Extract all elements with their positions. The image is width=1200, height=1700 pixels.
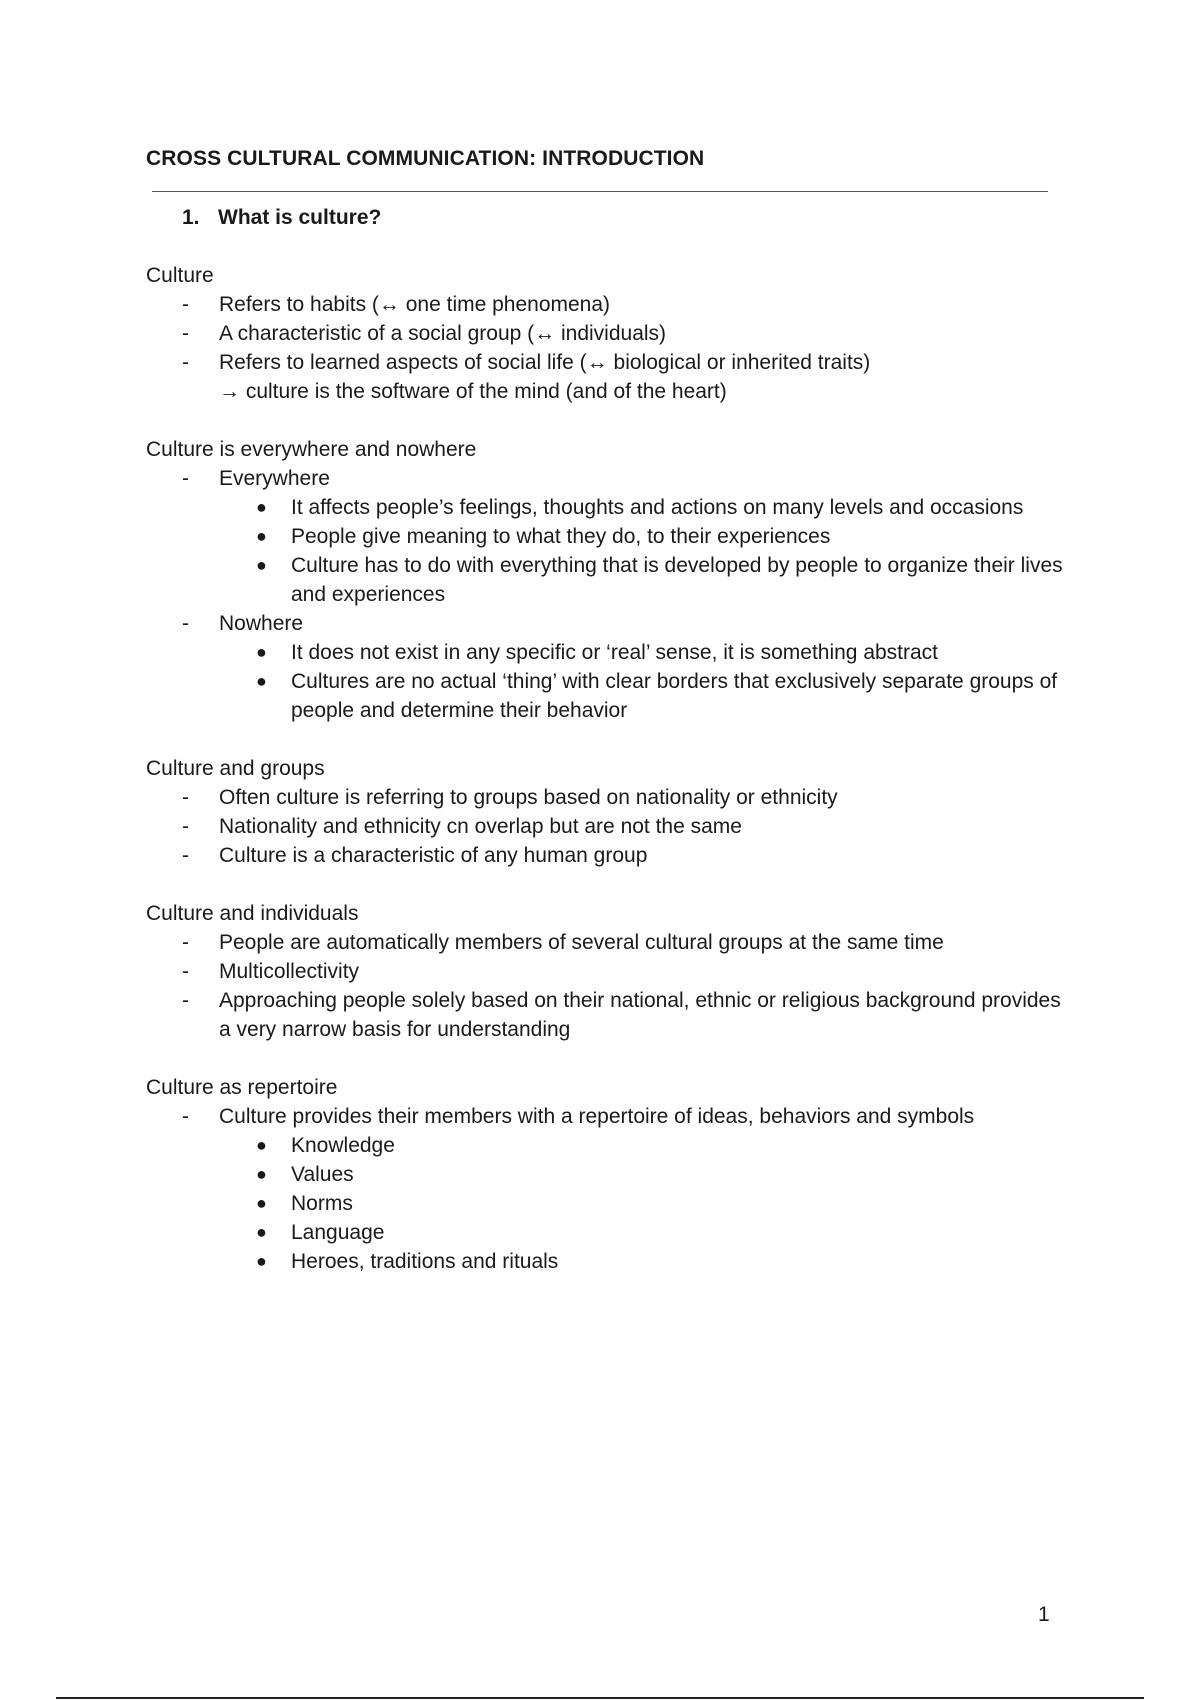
section-heading: Culture and groups [146,757,325,780]
list-item-text: Culture provides their members with a repertoire of ideas, behaviors and symbols [219,1105,975,1128]
dash-marker: - [182,989,189,1012]
bullet-marker: ● [256,671,267,691]
section-heading: Culture as repertoire [146,1076,338,1099]
bullet-marker: ● [256,497,267,517]
dash-marker: - [182,293,189,316]
section [146,754,1066,870]
bullet-list-item [146,1218,1066,1247]
list-item-text: Knowledge [291,1134,395,1157]
bullet-list-item [146,522,1066,551]
title-divider [152,191,1048,192]
dash-marker: - [182,351,189,374]
list-item-text: Refers to habits (↔ one time phenomena) [219,293,611,316]
section-heading: Culture [146,264,214,287]
list-item-text: Often culture is referring to groups based on nationality or ethnicity [219,786,838,809]
dash-list-item [146,928,1066,957]
bullet-list-item [146,1160,1066,1189]
bullet-list-item [146,667,1066,725]
section-heading: Culture and individuals [146,902,359,925]
dash-list-item [146,986,1066,1044]
page-number: 1 [1038,1603,1050,1626]
dash-marker: - [182,786,189,809]
bullet-list-item [146,1189,1066,1218]
dash-list-item [146,609,1066,638]
dash-marker: - [182,815,189,838]
list-item-text: Norms [291,1192,353,1215]
list-item-text: Multicollectivity [219,960,360,983]
dash-marker: - [182,612,189,635]
dash-list-item [146,812,1066,841]
list-item-text: Culture is a characteristic of any human group [219,844,648,867]
bullet-marker: ● [256,1222,267,1242]
dash-marker: - [182,844,189,867]
list-item-text: Nowhere [219,612,304,635]
list-item-text: Language [291,1221,385,1244]
bullet-marker: ● [256,526,267,546]
document-body [146,261,1066,1305]
dash-marker: - [182,1105,189,1128]
bullet-list-item [146,1247,1066,1276]
dash-marker: - [182,960,189,983]
dash-marker: - [182,931,189,954]
bullet-list-item [146,493,1066,522]
bullet-marker: ● [256,555,267,575]
bullet-marker: ● [256,642,267,662]
heading-number: 1. [182,206,200,229]
bullet-marker: ● [256,1135,267,1155]
bullet-list-item [146,551,1066,609]
list-item-text: It affects people’s feelings, thoughts and actions on many levels and occasions [291,496,1024,519]
list-item-text: It does not exist in any specific or ‘real’ sense, it is something abstract [291,641,939,664]
list-item-text: Approaching people solely based on their national, ethnic or religious background provides a very narrow basis for understanding [219,989,1061,1041]
bullet-list-item [146,1131,1066,1160]
section [146,261,1066,406]
list-item-text: People give meaning to what they do, to their experiences [291,525,831,548]
list-continuation: → culture is the software of the mind (and of the heart) [219,380,727,403]
section [146,899,1066,1044]
list-item-text: A characteristic of a social group (↔ individuals) [219,322,667,345]
list-item-text: Heroes, traditions and rituals [291,1250,559,1273]
list-item-text: Everywhere [219,467,330,490]
list-item-text: Values [291,1163,354,1186]
dash-list-item [146,1102,1066,1131]
dash-marker: - [182,467,189,490]
list-item-text: People are automatically members of several cultural groups at the same time [219,931,944,954]
bullet-marker: ● [256,1164,267,1184]
dash-list-item [146,841,1066,870]
section [146,1073,1066,1276]
bullet-marker: ● [256,1251,267,1271]
bullet-list-item [146,638,1066,667]
list-item-text: Culture has to do with everything that is developed by people to organize their lives and experiences [291,554,1063,606]
section [146,435,1066,725]
dash-list-item [146,348,1066,377]
section-heading: Culture is everywhere and nowhere [146,438,477,461]
document-title: CROSS CULTURAL COMMUNICATION: INTRODUCTION [146,147,705,170]
dash-list-item [146,957,1066,986]
numbered-heading [182,203,381,232]
page-bottom-divider [56,1697,1144,1699]
dash-list-item [146,319,1066,348]
list-item-text: Nationality and ethnicity cn overlap but are not the same [219,815,742,838]
list-item-text: Cultures are no actual ‘thing’ with clear borders that exclusively separate groups of people and determine their behavior [291,670,1058,722]
heading-text: What is culture? [218,206,382,229]
bullet-marker: ● [256,1193,267,1213]
dash-list-item [146,290,1066,319]
dash-list-item [146,783,1066,812]
dash-marker: - [182,322,189,345]
dash-list-item [146,464,1066,493]
list-item-text: Refers to learned aspects of social life (↔ biological or inherited traits) [219,351,871,374]
